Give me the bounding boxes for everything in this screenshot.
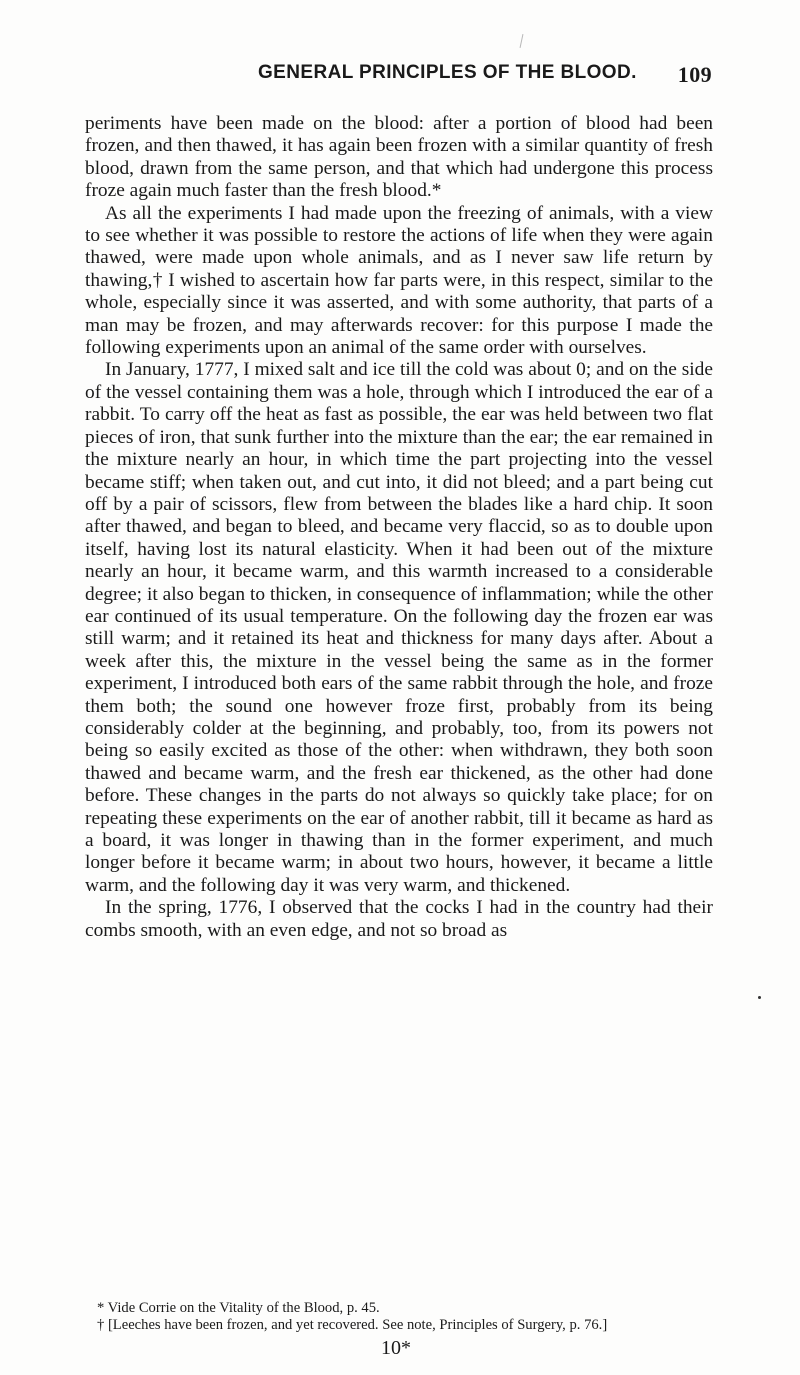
footnotes (85, 1300, 713, 1334)
page-number: 109 (677, 62, 712, 87)
running-title: GENERAL PRINCIPLES OF THE BLOOD. (258, 62, 637, 83)
footnote-asterisk: * Vide Corrie on the Vitality of the Blood, p. 45. (97, 1300, 380, 1316)
footnote-dagger: † [Leeches have been frozen, and yet recovered. See note, Principles of Surgery, p. 76.] (97, 1317, 608, 1333)
running-header (258, 62, 712, 92)
paragraph: In the spring, 1776, I observed that the cocks I had in the country had their combs smooth, with an even edge, and not so broad as (85, 897, 713, 941)
signature-mark: 10* (381, 1337, 411, 1359)
paragraph-continued: periments have been made on the blood: after a portion of blood had been frozen, and then thawed, it has again been frozen with a similar quantity of fresh blood, drawn from the same person, and that which had undergone this process froze again much faster than the fresh blood.* (85, 113, 713, 202)
stray-pen-mark (520, 34, 524, 48)
body-text (85, 113, 713, 942)
paragraph: In January, 1777, I mixed salt and ice till the cold was about 0; and on the side of the vessel containing them was a hole, through which I introduced the ear of a rabbit. To carry off the heat as fast as possible, the ear was held between two flat pieces of iron, that sunk further into the mixture than the ear; the ear remained in the mixture nearly an hour, in which time the part projecting into the vessel became stiff; when taken out, and cut into, it did not bleed; and a part being cut off by a pair of scissors, flew from between the blades like a hard chip. It soon after thawed, and began to bleed, and became very flaccid, so as to double upon itself, having lost its natural elasticity. When it had been out of the mixture nearly an hour, it became warm, and this warmth increased to a considerable degree; it also began to thicken, in consequence of inflammation; while the other ear continued of its usual temperature. On the following day the frozen ear was still warm; and it retained its heat and thickness for many days after. About a week after this, the mixture in the vessel being the same as in the former experiment, I introduced both ears of the same rabbit through the hole, and froze them both; the sound one however froze first, probably from its being considerably colder at the beginning, and probably, too, from its powers not being so easily excited as those of the other: when withdrawn, they both soon thawed and became warm, and the fresh ear thickened, as the other had done before. These changes in the parts do not always so quickly take place; for on repeating these experiments on the ear of another rabbit, till it became as hard as a board, it was longer in thawing than in the former experiment, and much longer before it became warm; in about two hours, however, it became a little warm, and the following day it was very warm, and thickened. (85, 359, 713, 896)
margin-dot (758, 996, 761, 999)
paragraph: As all the experiments I had made upon the freezing of animals, with a view to see whether it was possible to restore the actions of life when they were again thawed, were made upon whole animals, and as I never saw life return by thawing,† I wished to ascertain how far parts were, in this respect, similar to the whole, especially since it was asserted, and with some authority, that parts of a man may be frozen, and may afterwards recover: for this purpose I made the following experiments upon an animal of the same order with ourselves. (85, 202, 713, 359)
